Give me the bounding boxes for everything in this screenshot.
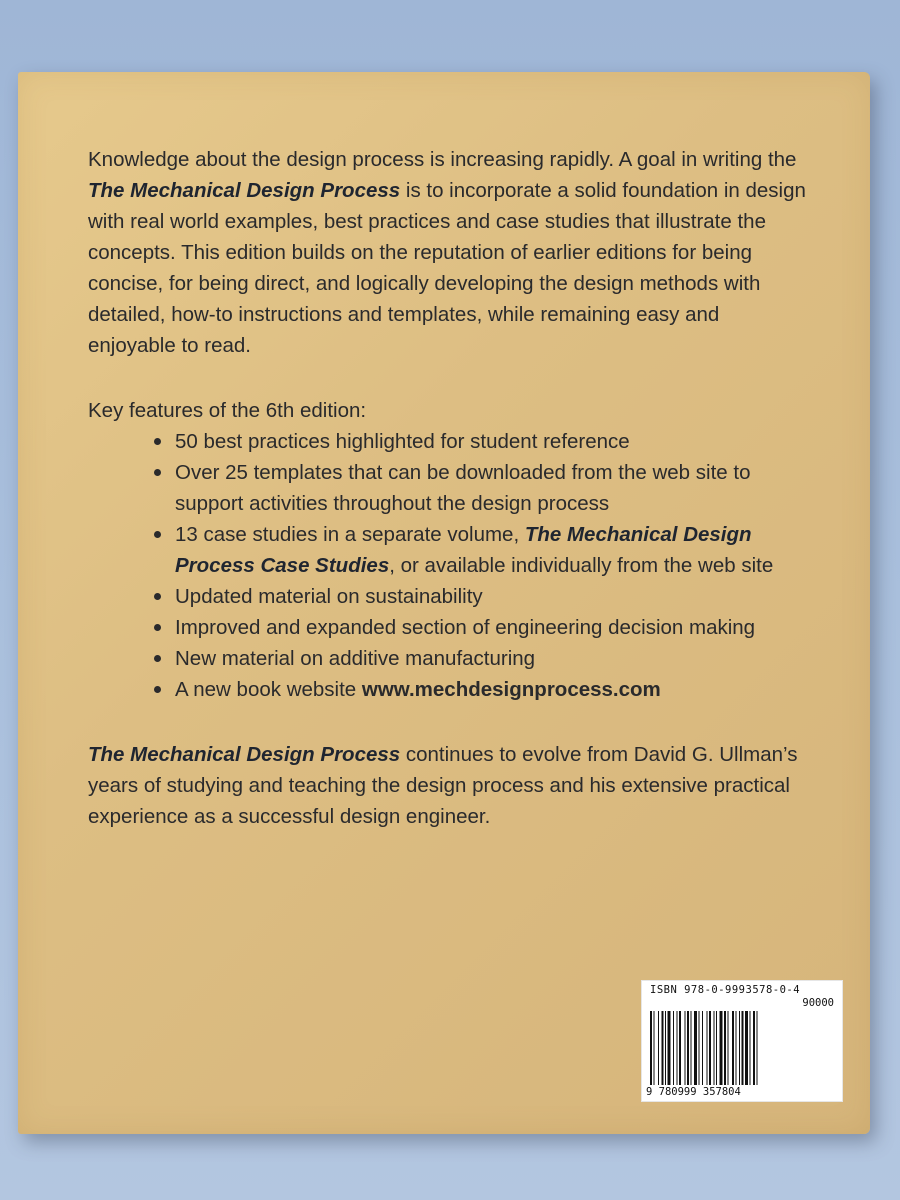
feature-item: Updated material on sustainability: [154, 581, 808, 612]
barcode-digits: 9 780999 357804: [646, 1086, 741, 1098]
feature-item: Improved and expanded section of engineering decision making: [154, 612, 808, 643]
book-back-cover: [18, 72, 870, 1134]
case-studies-title: The Mechanical Design Process Case Studies: [175, 523, 752, 577]
feature-item: New material on additive manufacturing: [154, 643, 808, 674]
feature-item: A new book website www.mechdesignprocess.com: [154, 674, 808, 705]
intro-book-title: The Mechanical Design Process: [88, 179, 401, 202]
feature-item: Over 25 templates that can be downloaded from the web site to support activities throughout the design process: [154, 457, 808, 519]
closing-paragraph: The Mechanical Design Process continues to evolve from David G. Ullman’s years of studying and teaching the design process and his extensive practical experience as a successful design engineer.: [88, 743, 798, 828]
feature-item: 13 case studies in a separate volume, The Mechanical Design Process Case Studies, or available individually from the web site: [154, 519, 808, 581]
intro-paragraph: Knowledge about the design process is increasing rapidly. A goal in writing the The Mechanical Design Process is to incorporate a solid foundation in design with real world examples, best practices and case studies that illustrate the concepts. This edition builds on the reputation of earlier editions for being concise, for being direct, and logically developing the design methods with detailed, how-to instructions and templates, while remaining easy and enjoyable to read.: [88, 148, 806, 357]
features-heading: Key features of the 6th edition:: [88, 399, 367, 422]
feature-item: 50 best practices highlighted for student reference: [154, 426, 808, 457]
website-link: www.mechdesignprocess.com: [361, 678, 661, 701]
barcode-bars: [650, 1011, 834, 1085]
price-code: 90000: [802, 997, 834, 1009]
features-list: [154, 426, 808, 705]
closing-book-title: The Mechanical Design Process: [88, 743, 401, 766]
isbn-barcode: [641, 980, 843, 1102]
cover-text: [88, 144, 808, 832]
isbn-number: ISBN 978-0-9993578-0-4: [650, 984, 801, 996]
